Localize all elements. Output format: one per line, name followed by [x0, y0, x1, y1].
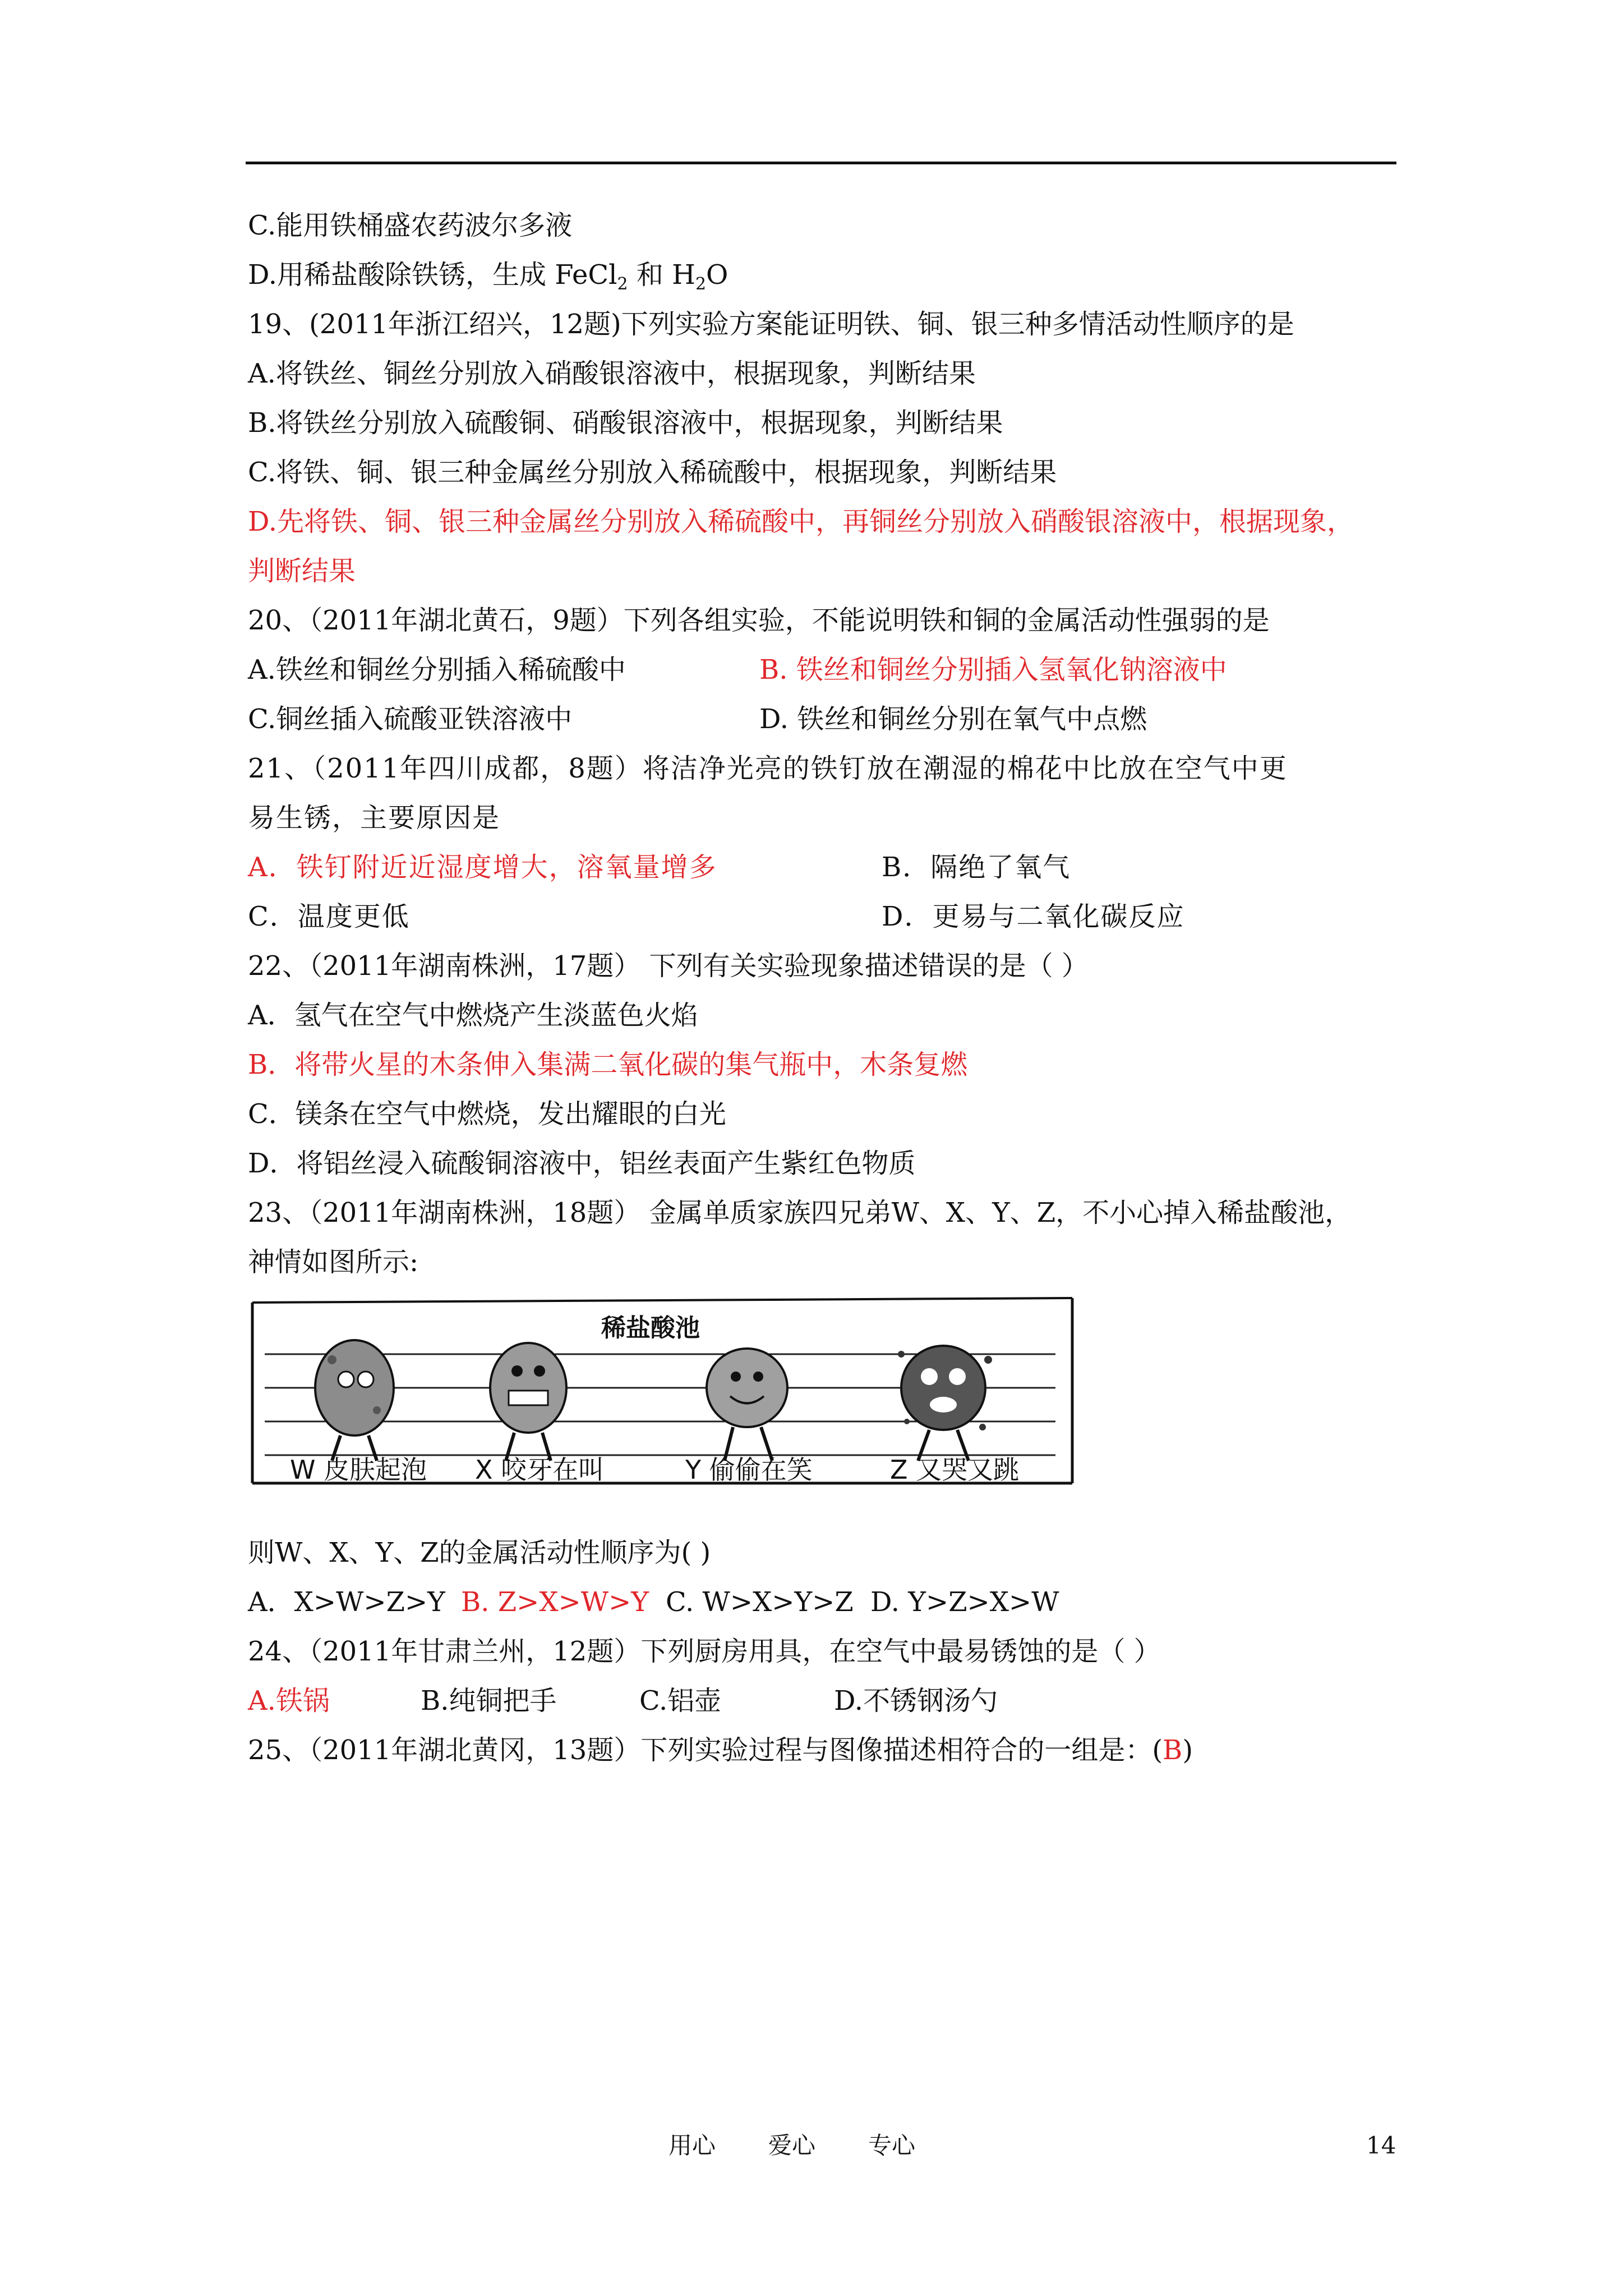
q21-stem-cont: 易生锈，主要原因是	[248, 802, 501, 834]
q23-option-c: C. W>X>Y>Z	[666, 1586, 854, 1618]
page-number: 14	[1366, 2132, 1396, 2159]
z-character	[898, 1346, 992, 1461]
caption-w: W 皮肤起泡	[290, 1455, 427, 1485]
q23-stem-cont: 神情如图所示:	[248, 1246, 419, 1278]
q21-stem: 21、（2011年四川成都，8题）将洁净光亮的铁钉放在潮湿的棉花中比放在空气中更	[248, 753, 1288, 784]
q23-question: 则W、X、Y、Z的金属活动性顺序为( )	[248, 1537, 711, 1568]
footer-motto-3: 专心	[868, 2132, 916, 2159]
q19-option-b: B.将铁丝分别放入硫酸铜、硝酸银溶液中，根据现象，判断结果	[248, 407, 1003, 439]
q18-option-d: D.用稀盐酸除铁锈，生成 FeCl$_2$ 和 $H_2O$	[248, 259, 728, 294]
q24-option-d: D.不锈钢汤勺	[834, 1685, 998, 1717]
q24-option-b: B.纯铜把手	[421, 1685, 557, 1717]
q22-option-d: D．将铝丝浸入硫酸铜溶液中，铝丝表面产生紫红色物质	[248, 1148, 916, 1179]
q20-option-d: D. 铁丝和铜丝分别在氧气中点燃	[759, 703, 1147, 735]
q19-option-d-cont: 判断结果	[248, 555, 356, 587]
x-character	[490, 1343, 566, 1461]
q24-option-a: A.铁锅	[248, 1685, 330, 1717]
q20-stem: 20、（2011年湖北黄石，9题）下列各组实验，不能说明铁和铜的金属活动性强弱的是	[248, 605, 1270, 636]
q20-options-row1	[248, 645, 1403, 694]
q19-option-d: D.先将铁、铜、银三种金属丝分别放入稀硫酸中，再铜丝分别放入硝酸银溶液中，根据现象，	[248, 506, 1354, 537]
q19-stem: 19、(2011年浙江绍兴，12题)下列实验方案能证明铁、铜、银三种多情活动性顺序的是	[248, 309, 1294, 340]
q20-option-b: B. 铁丝和铜丝分别插入氢氧化钠溶液中	[759, 654, 1227, 685]
q21-options-row1	[248, 843, 1403, 892]
footer-motto-1: 用心	[668, 2132, 716, 2159]
y-character	[707, 1349, 787, 1461]
q20-options-row2	[248, 694, 1403, 744]
q24-options-row	[248, 1676, 1403, 1726]
q19-option-c: C.将铁、铜、银三种金属丝分别放入稀硫酸中，根据现象，判断结果	[248, 457, 1057, 488]
q22-option-c: C．镁条在空气中燃烧，发出耀眼的白光	[248, 1098, 726, 1130]
q24-option-c: C.铝壶	[639, 1685, 722, 1717]
header-rule	[246, 162, 1396, 164]
acid-pool-illustration	[248, 1292, 1078, 1501]
q18-option-c: C.能用铁桶盛农药波尔多液	[248, 210, 573, 241]
q21-option-d: D．更易与二氧化碳反应	[882, 901, 1185, 932]
page-content	[248, 201, 1403, 1775]
q20-option-c: C.铜丝插入硫酸亚铁溶液中	[248, 703, 573, 735]
q23-option-b: B. Z>X>W>Y	[461, 1586, 649, 1618]
q21-options-row2	[248, 892, 1403, 941]
q21-option-b: B．隔绝了氧气	[882, 852, 1071, 883]
q24-stem: 24、（2011年甘肃兰州，12题）下列厨房用具，在空气中最易锈蚀的是（ ）	[248, 1636, 1161, 1667]
q21-option-c: C．温度更低	[248, 901, 410, 932]
q22-option-a: A．氢气在空气中燃烧产生淡蓝色火焰	[248, 1000, 698, 1031]
q25-answer: B	[1163, 1734, 1183, 1766]
q22-stem: 22、（2011年湖南株洲，17题） 下列有关实验现象描述错误的是（ ）	[248, 950, 1089, 982]
acid-pool-figure	[248, 1292, 1403, 1501]
q21-option-a: A．铁钉附近近湿度增大，溶氧量增多	[248, 852, 717, 883]
q25-stem: 25、（2011年湖北黄冈，13题）下列实验过程与图像描述相符合的一组是：(B)	[248, 1734, 1193, 1766]
pool-label: 稀盐酸池	[601, 1314, 700, 1342]
caption-z: Z 又哭又跳	[890, 1455, 1020, 1485]
q23-option-a: A．X>W>Z>Y	[248, 1586, 445, 1618]
footer-motto-2: 爱心	[768, 2132, 816, 2159]
caption-y: Y 偷偷在笑	[685, 1455, 813, 1485]
q23-stem: 23、（2011年湖南株洲，18题） 金属单质家族四兄弟W、X、Y、Z，不小心掉入稀盐酸池，	[248, 1197, 1352, 1228]
q22-option-b: B．将带火星的木条伸入集满二氧化碳的集气瓶中，木条复燃	[248, 1049, 968, 1080]
q23-options-row	[248, 1577, 1403, 1627]
q23-option-d: D. Y>Z>X>W	[870, 1586, 1059, 1618]
q19-option-a: A.将铁丝、铜丝分别放入硝酸银溶液中，根据现象，判断结果	[248, 358, 976, 389]
q20-option-a: A.铁丝和铜丝分别插入稀硫酸中	[248, 654, 626, 685]
w-character	[315, 1340, 394, 1461]
caption-x: X 咬牙在叫	[475, 1455, 605, 1485]
